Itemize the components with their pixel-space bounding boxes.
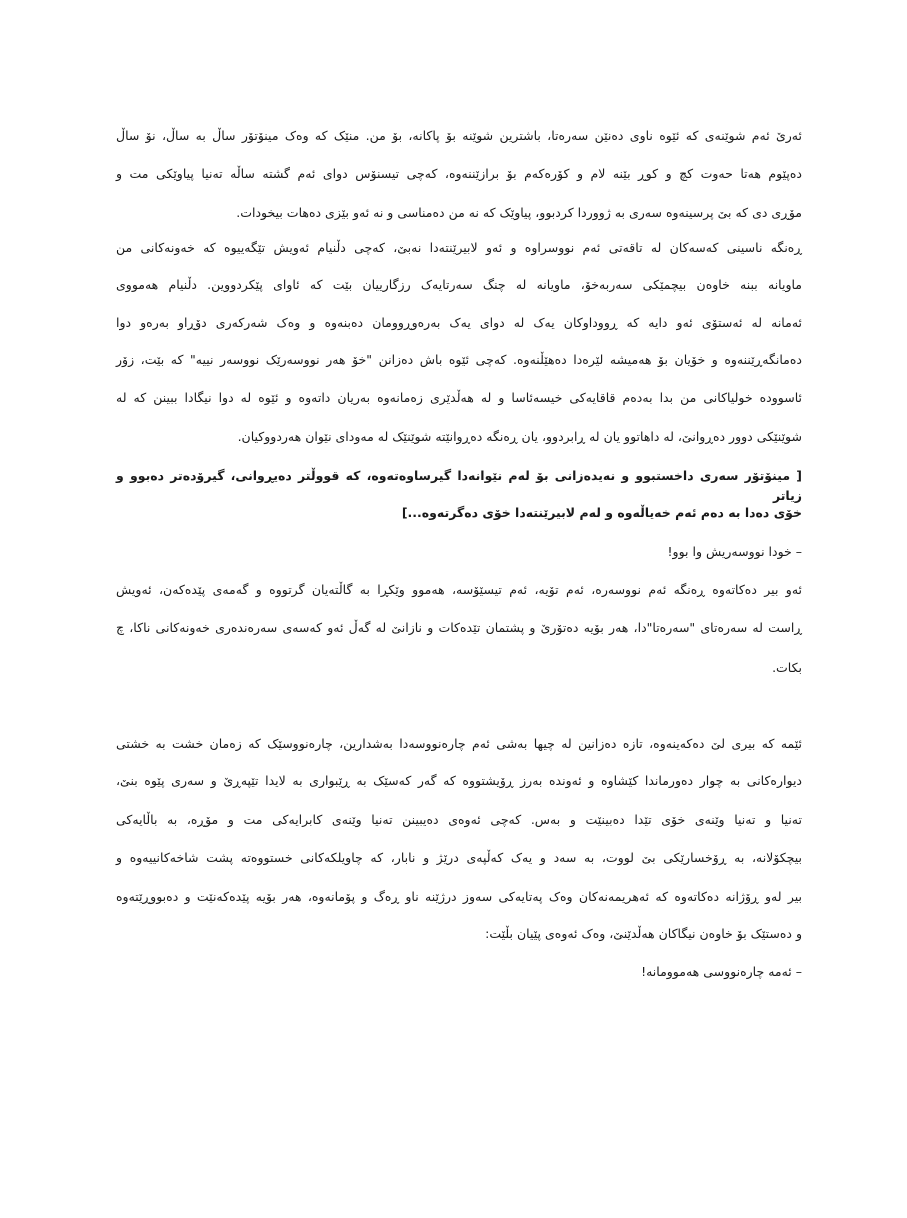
bold-quote-line: [ مینۆتۆر سەری داخستبوو و نەیدەزانی بۆ لەم نێوانەدا گیرساوەتەوە، کە قووڵتر دەیڕوانی، گیرۆدەتر دەبوو و زیاتر [116, 468, 802, 503]
paragraph-line: ڕاست لە سەرەتای "سەرەتا"دا، هەر بۆیە دەتۆرێ و پشتمان تێدەکات و نازانێ لە گەڵ ئەو کەسەی سەرەندەری خەونەکانی ناکا، چ [116, 620, 802, 635]
paragraph-line: بیچکۆلانە، بە ڕۆخسارێکی بێ لووت، بە سەد و یەک کەڵپەی درێژ و نابار، کە چاویلکەکانی خستووەتە پشت شاخەکانییەوە و [116, 850, 802, 865]
paragraph-line: دەپێوم هەتا حەوت کچ و کوڕ بێنە لام و کۆرەکەم بۆ برازێننەوە، کەچی تیسنۆس دوای ئەم گشتە ساڵە تەنیا پیاوێکی مت و [116, 166, 802, 181]
bold-quote-line: خۆی دەدا بە دەم ئەم خەیاڵەوە و لەم لابیرێنتەدا خۆی دەگرتەوە...] [401, 505, 802, 520]
paragraph-line: ئاسوودە خولیاکانی من بدا بەدەم قاقایەکی خیسەئاسا و لە هەڵدێری زەمانەوە بەریان داتەوە و ئێوە لە دوا نیگادا ببینن کە لە [116, 390, 802, 405]
paragraph-line: ماویانە ببنە خاوەن بیچمێکی سەربەخۆ، ماویانە لە چنگ سەرتایەک رزگارییان بێت کە ئاوای پێکردووین. دڵنیام هەمووی [116, 277, 802, 292]
paragraph-line: ڕەنگە ناسینی کەسەکان لە تاقەتی ئەم نووسراوە و ئەو لابیرێنتەدا نەبێ، کەچی دڵنیام ئەویش تێگەییوە کە خەونەکانی من [116, 240, 802, 255]
paragraph-line: ئێمە کە بیری لێ دەکەینەوە، تازە دەزانین لە چیها بەشی ئەم چارەنووسەدا بەشدارین، چارەنووسێک کە زەمان خشت بە خشتی [116, 736, 802, 751]
paragraph-line: بیر لەو ڕۆژانە دەکاتەوە کە ئەهریمەنەکان وەک پەتایەکی سەوز درژێنە ناو ڕەگ و پۆمانەوە، هەر بۆیە پێدەکەنێت و دەبووڕێتەوە [116, 889, 802, 904]
paragraph-line: مۆڕی دی کە بێ پرسینەوە سەری بە ژووردا کردبوو، پیاوێک کە نە من دەمناسی و نە ئەو بێزی دەهات بیخودات. [236, 205, 802, 220]
paragraph-line: تەنیا و تەنیا وێنەی خۆی تێدا دەبینێت و بەس. کەچی ئەوەی دەیبینن تەنیا وێنەی کابرایەکی مت و مۆڕە، بە باڵایەکی [116, 812, 802, 827]
dialogue-line: – ئەمە چارەنووسی هەموومانە! [641, 964, 802, 979]
paragraph-line: ئەرێ ئەم شوێنەی کە ئێوە ناوی دەنێن سەرەتا، باشترین شوێنە بۆ پاکانە، بۆ من. منێک کە وەک مینۆتۆر ساڵ بە ساڵ، نۆ ساڵ [116, 128, 802, 143]
paragraph-line: ئەمانە لە ئەستۆی ئەو دایە کە ڕووداوکان یەک لە دوای یەک بەرەوڕوومان دەبنەوە و وەک شەرکەری دۆڕاو بەرەو دوا [116, 315, 802, 330]
paragraph-line: بکات. [772, 660, 802, 675]
paragraph-line: دیوارەکانی بە چوار دەورماندا کێشاوە و ئەوندە بەرز ڕۆیشتووە کە گەر کەسێک بە ڕێبواری بە لایدا تێپەڕێ و سەری پێوە بنێ، [116, 773, 802, 788]
paragraph-line: ئەو بیر دەکاتەوە ڕەنگە ئەم نووسەرە، ئەم تۆیە، ئەم تیسێۆسە، هەموو وێکڕا بە گاڵتەیان گرتووە و گەمەی پێدەکەن، ئەویش [116, 582, 802, 597]
paragraph-line: دەمانگەڕێننەوە و خۆیان بۆ هەمیشە لێرەدا دەهێڵنەوە. کەچی ئێوە باش دەزانن "خۆ هەر نووسەرێک نووسەر نییە" کە بێت، زۆر [116, 352, 802, 367]
paragraph-line: شوێنێکی دوور دەڕوانێ، لە داهاتوو یان لە ڕابردوو، یان ڕەنگە دەڕوانێتە شوێنێک لە مەودای نێوان هەردووکیان. [237, 429, 802, 444]
dialogue-line: – خودا نووسەریش وا بوو! [667, 544, 802, 559]
paragraph-line: و دەستێک بۆ خاوەن نیگاکان هەڵدێنێ، وەک ئەوەی پێیان بڵێت: [485, 926, 802, 941]
